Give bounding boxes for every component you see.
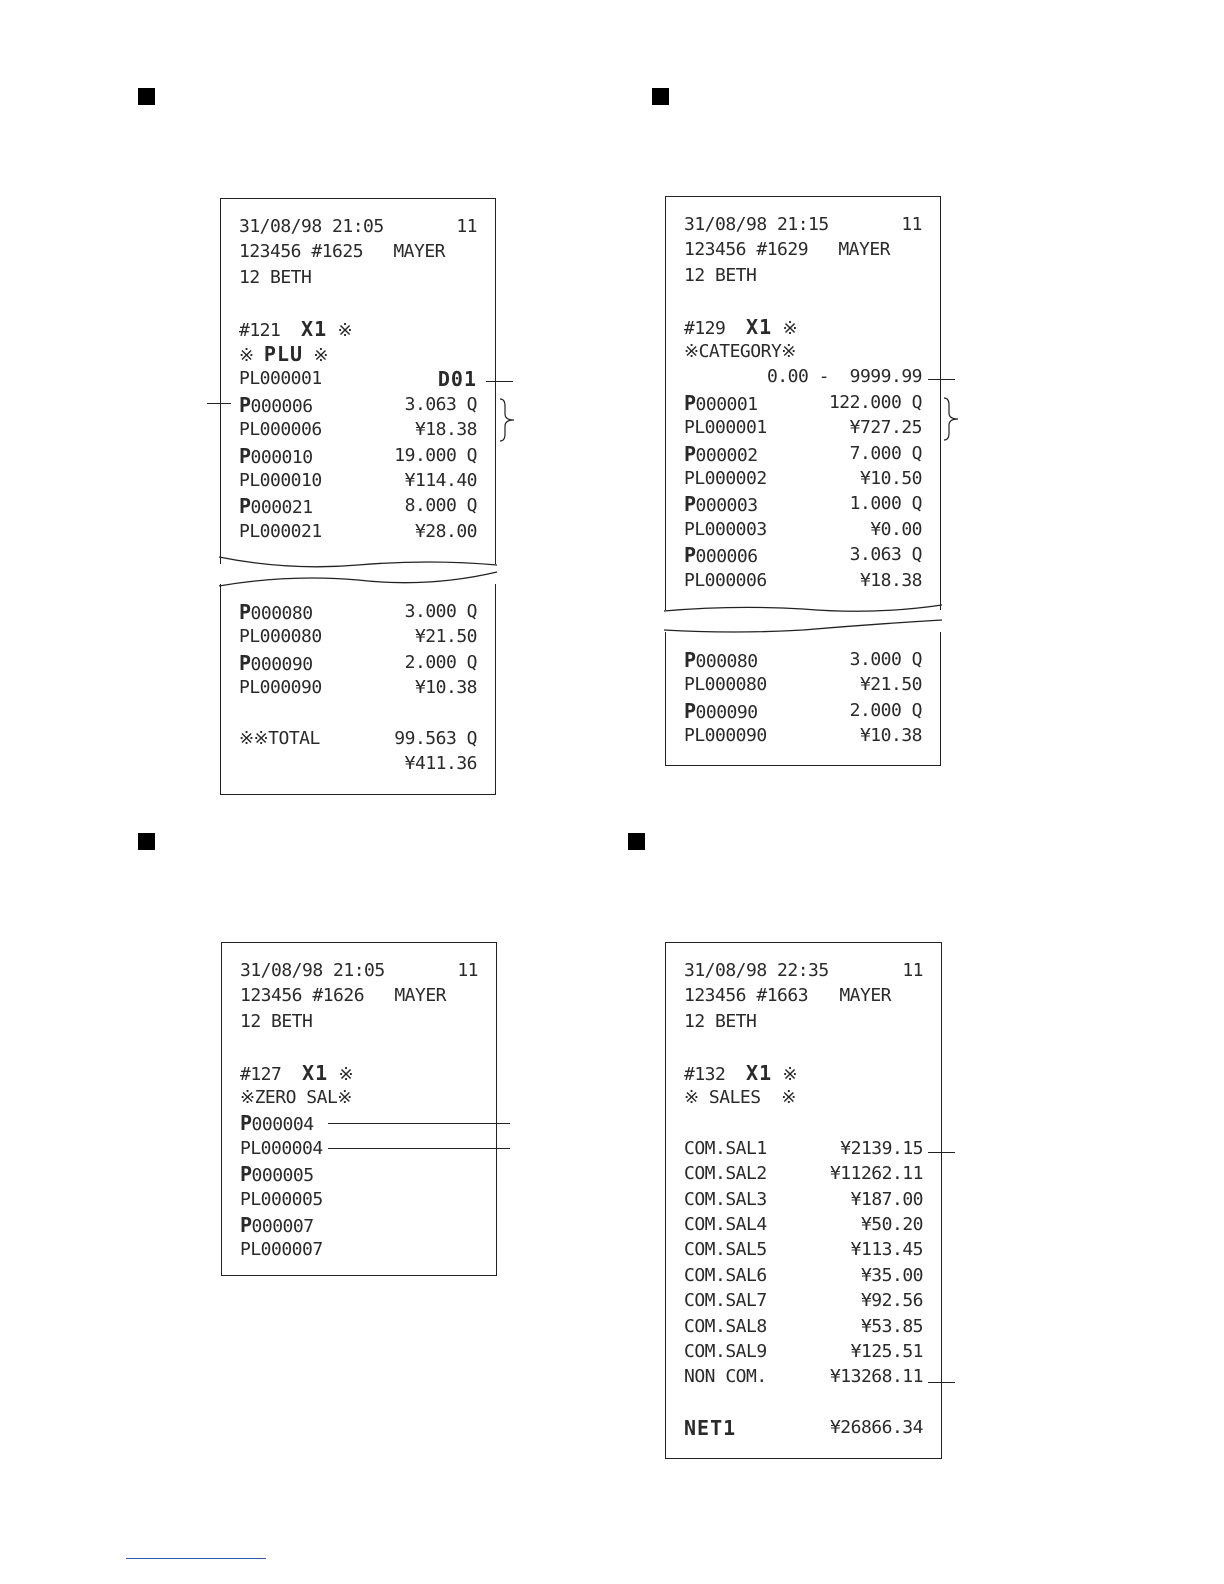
receipt-line-text: NON COM. <box>684 1366 767 1388</box>
receipt-line <box>239 702 477 726</box>
receipt-line <box>684 1111 923 1135</box>
receipt-line-value: 11 <box>457 960 478 981</box>
receipt-line-label <box>684 492 758 518</box>
receipt-line-text: COM.SAL2 <box>684 1163 767 1185</box>
receipt-line-text: 000090 <box>250 653 313 675</box>
receipt-line <box>239 342 477 366</box>
tear-edge <box>664 624 942 642</box>
receipt-line-label <box>239 625 322 649</box>
receipt-line <box>239 317 477 341</box>
receipt-line <box>239 625 477 649</box>
receipt-line <box>239 651 477 675</box>
receipt-line-value: ¥18.38 <box>414 419 477 441</box>
receipt-line-text: PL000001 <box>684 417 767 439</box>
receipt-line-label <box>684 467 767 491</box>
receipt-line-name: MAYER <box>393 241 445 263</box>
annotation-brace <box>498 398 518 442</box>
receipt-line-text: COM.SAL6 <box>684 1264 767 1286</box>
receipt-line-label <box>684 648 758 674</box>
receipt-line <box>684 648 922 672</box>
receipt-line <box>684 315 922 339</box>
receipt-line-value: ¥92.56 <box>860 1290 923 1312</box>
receipt-line-bold: PLU <box>263 342 304 366</box>
prefix-glyph: P <box>684 441 696 466</box>
receipt-line <box>684 391 922 415</box>
prefix-glyph: P <box>240 1111 252 1136</box>
receipt-line-name: MAYER <box>839 985 891 1007</box>
footer-rule <box>126 1558 266 1559</box>
receipt-line-suffix: ※ <box>328 1063 354 1085</box>
receipt-line-value: 99.563 Q <box>394 728 477 749</box>
receipt-line <box>239 752 477 776</box>
receipt-line-label <box>684 1238 767 1262</box>
receipt-line-text: COM.SAL5 <box>684 1239 767 1261</box>
receipt-line <box>684 959 923 983</box>
receipt-line <box>684 1188 923 1212</box>
tear-edge <box>664 601 942 619</box>
receipt-line-label <box>240 1213 314 1239</box>
prefix-glyph: P <box>239 392 251 417</box>
annotation-brace <box>942 397 962 441</box>
receipt-line <box>684 518 922 542</box>
receipt-line-text: 123456 #1629 <box>684 239 809 261</box>
receipt-line-label <box>684 1416 736 1442</box>
receipt-line-value: ¥727.25 <box>849 417 922 439</box>
receipt-line-value: ¥28.00 <box>414 520 477 542</box>
receipt-line-text: COM.SAL1 <box>684 1137 767 1159</box>
receipt-line-value: 11 <box>901 214 922 235</box>
receipt-line <box>239 520 477 544</box>
receipt-line-label <box>684 213 829 237</box>
receipt-line <box>240 1035 478 1059</box>
receipt-line-value: ¥53.85 <box>860 1315 923 1337</box>
receipt-line-value: ¥50.20 <box>860 1214 923 1235</box>
receipt-line-value: ¥2139.15 <box>840 1137 923 1159</box>
receipt-line-value: 11 <box>456 216 477 237</box>
receipt-line-label <box>684 699 758 725</box>
receipt-line-value: 0.00 - 9999.99 <box>766 366 922 388</box>
receipt-line-value: ¥11262.11 <box>829 1163 923 1185</box>
receipt-line-text: 000006 <box>695 546 758 568</box>
receipt-line-label <box>684 1061 797 1087</box>
receipt-line <box>684 724 922 748</box>
receipt-line-label <box>239 651 313 677</box>
prefix-glyph: P <box>240 1162 252 1187</box>
receipt-line-label <box>684 1365 767 1389</box>
receipt-line-value: ¥113.45 <box>850 1239 923 1261</box>
receipt-line-text: PL000006 <box>684 569 767 591</box>
receipt-line <box>684 365 922 389</box>
receipt-line <box>684 1137 923 1161</box>
receipt-line-text: 000004 <box>251 1114 314 1136</box>
annotation-line <box>928 1152 955 1153</box>
receipt-line-text: ※ZERO SAL※ <box>240 1087 352 1108</box>
receipt-line-label <box>239 676 322 700</box>
receipt-line-text: PL000080 <box>239 626 322 648</box>
section-marker-sales <box>628 833 645 850</box>
receipt-line <box>684 492 922 516</box>
receipt-line <box>684 289 922 313</box>
prefix-glyph: P <box>239 443 251 468</box>
receipt-line <box>240 984 478 1008</box>
receipt-line-label <box>239 418 322 442</box>
sales-receipt <box>665 942 942 1459</box>
receipt-line-label <box>684 1188 767 1212</box>
receipt-line <box>239 727 477 751</box>
receipt-line <box>239 494 477 518</box>
prefix-glyph: P <box>240 1213 252 1237</box>
prefix-glyph: P <box>239 600 251 624</box>
receipt-line-label <box>684 1010 756 1034</box>
receipt-line <box>684 213 922 237</box>
receipt-line-text: ※ SALES ※ <box>684 1087 796 1108</box>
receipt-line <box>240 1213 478 1237</box>
annotation-line <box>928 1382 955 1383</box>
receipt-line-value: ¥35.00 <box>860 1264 923 1286</box>
tear-edge <box>219 576 497 594</box>
receipt-line-text: COM.SAL7 <box>684 1290 767 1312</box>
receipt-line-text: 123456 #1663 <box>684 985 809 1007</box>
annotation-line <box>486 381 513 382</box>
prefix-glyph: P <box>239 494 251 519</box>
receipt-line-name: MAYER <box>838 239 890 261</box>
receipt-line <box>684 1213 923 1237</box>
receipt-line <box>239 266 477 290</box>
tear-edge <box>219 555 497 573</box>
receipt-line <box>684 1010 923 1034</box>
receipt-line <box>239 240 477 264</box>
receipt-line-bold: X1 <box>746 314 773 339</box>
receipt-line-label <box>684 724 767 748</box>
receipt-line <box>239 418 477 442</box>
receipt-line-suffix: ※ <box>303 345 328 366</box>
receipt-line-text: 000090 <box>695 701 758 723</box>
receipt-line-text: #132 <box>684 1063 747 1085</box>
receipt-line <box>239 215 477 239</box>
receipt-line-text: 000005 <box>251 1165 314 1187</box>
prefix-glyph: P <box>684 543 696 568</box>
receipt-line-value: ¥10.38 <box>859 725 922 747</box>
receipt-line-value: ¥0.00 <box>870 518 922 540</box>
receipt-line-text: PL000090 <box>684 725 767 747</box>
receipt-line-label <box>239 600 313 626</box>
receipt-line-value: ¥114.40 <box>404 470 477 491</box>
receipt-line-text: 12 BETH <box>684 1010 757 1032</box>
receipt-line-label <box>684 238 808 262</box>
receipt-line-label <box>684 1315 767 1339</box>
receipt-line-label <box>684 1340 767 1364</box>
receipt-line-label <box>684 264 756 288</box>
receipt-line-label <box>684 442 758 468</box>
receipt-line-label <box>240 1086 352 1110</box>
receipt-line-label <box>239 342 328 368</box>
receipt-line <box>684 569 922 593</box>
receipt-line <box>684 1061 923 1085</box>
receipt-line <box>239 393 477 417</box>
section-marker-category <box>652 88 669 105</box>
receipt-line-text: 000002 <box>695 444 758 466</box>
prefix-glyph: P <box>684 698 696 723</box>
receipt-line-label <box>684 1086 796 1110</box>
receipt-line-value: 8.000 Q <box>404 495 477 517</box>
receipt-line <box>684 1162 923 1186</box>
receipt-line-text: PL000004 <box>240 1137 323 1159</box>
receipt-line-value: ¥18.38 <box>859 569 922 591</box>
receipt-line <box>684 1315 923 1339</box>
receipt-line-value: ¥10.38 <box>414 677 477 699</box>
receipt-line <box>240 1061 478 1085</box>
receipt-line-label <box>240 1010 312 1034</box>
receipt-line-label <box>239 494 313 520</box>
receipt-line-text: PL000001 <box>239 368 322 390</box>
receipt-line-value: ¥411.36 <box>404 753 477 775</box>
receipt-line-text: 31/08/98 22:35 <box>684 960 829 981</box>
receipt-line-bold-label: NET1 <box>684 1416 737 1441</box>
receipt-line-value: ¥10.50 <box>859 468 922 489</box>
receipt-line-label <box>239 317 352 343</box>
receipt-line-label <box>240 1061 353 1087</box>
receipt-line-value: 3.000 Q <box>849 649 922 670</box>
receipt-line-text: ※※TOTAL <box>239 728 320 749</box>
receipt-line <box>684 984 923 1008</box>
receipt-line-label <box>684 959 829 983</box>
receipt-line-value: 7.000 Q <box>849 442 922 464</box>
receipt-line <box>684 467 922 491</box>
receipt-line-text: PL000010 <box>239 470 322 491</box>
receipt-line-label <box>684 543 758 569</box>
prefix-glyph: P <box>684 492 696 517</box>
receipt-line-text: COM.SAL4 <box>684 1214 767 1235</box>
receipt-line-suffix: ※ <box>327 319 353 341</box>
receipt-line-label <box>240 1238 323 1262</box>
receipt-line-text: 000080 <box>250 603 313 624</box>
receipt-line-label <box>684 1289 767 1313</box>
receipt-line-label <box>240 1137 323 1161</box>
receipt-line-text: 000003 <box>695 495 758 517</box>
receipt-line-text: 000006 <box>250 395 313 417</box>
receipt-line-bold: X1 <box>746 1060 773 1085</box>
receipt-line-bold: X1 <box>301 316 328 341</box>
receipt-line <box>240 1188 478 1212</box>
receipt-line-label <box>240 984 364 1008</box>
receipt-line-text: PL000003 <box>684 518 767 540</box>
receipt-line-text: 123456 #1626 <box>240 985 365 1007</box>
receipt-line-value: 2.000 Q <box>849 699 922 721</box>
receipt-line-text: 31/08/98 21:15 <box>684 214 829 235</box>
receipt-line-label <box>684 1162 767 1186</box>
prefix-glyph: P <box>684 648 696 672</box>
receipt-line <box>684 543 922 567</box>
receipt-line-label <box>239 393 313 419</box>
receipt-line-label <box>684 416 767 440</box>
prefix-glyph: P <box>239 650 251 675</box>
annotation-line <box>928 379 955 380</box>
receipt-line-label <box>684 673 767 697</box>
category-receipt-top <box>665 196 941 610</box>
receipt-line <box>684 1340 923 1364</box>
receipt-line-label <box>240 959 385 983</box>
receipt-line <box>684 1289 923 1313</box>
receipt-line <box>684 1035 923 1059</box>
receipt-line-label <box>684 1264 767 1288</box>
receipt-line-label <box>239 469 322 493</box>
category-receipt-bottom <box>665 632 941 766</box>
receipt-line-label <box>240 1111 314 1137</box>
receipt-line-bold: X1 <box>302 1060 329 1085</box>
receipt-line-suffix: ※ <box>772 1063 798 1085</box>
receipt-line <box>684 1416 923 1440</box>
receipt-line-value: 3.063 Q <box>404 393 477 415</box>
receipt-line-text: #127 <box>240 1063 303 1085</box>
receipt-line <box>240 1162 478 1186</box>
receipt-line <box>684 699 922 723</box>
receipt-line-text: 12 BETH <box>239 266 312 288</box>
receipt-line-text: #121 <box>239 319 302 341</box>
receipt-line <box>684 673 922 697</box>
receipt-line-text: PL000021 <box>239 520 322 542</box>
receipt-line-value: 2.000 Q <box>404 651 477 673</box>
receipt-line <box>239 600 477 624</box>
receipt-line-text: PL000002 <box>684 468 767 489</box>
receipt-line-value: ¥187.00 <box>850 1188 923 1210</box>
receipt-line <box>239 469 477 493</box>
receipt-line <box>684 416 922 440</box>
receipt-line-label <box>684 1137 767 1161</box>
receipt-line <box>240 1010 478 1034</box>
receipt-line-bold-value: D01 <box>437 367 477 392</box>
receipt-line-value: 3.063 Q <box>849 544 922 566</box>
receipt-line-value: ¥13268.11 <box>829 1366 923 1388</box>
receipt-line <box>240 1238 478 1262</box>
receipt-line-text: COM.SAL8 <box>684 1315 767 1337</box>
receipt-line <box>240 959 478 983</box>
section-marker-zero-sales <box>138 833 155 850</box>
receipt-line-label <box>239 727 320 751</box>
plu-receipt-top <box>220 198 496 564</box>
receipt-line-label <box>239 367 322 391</box>
receipt-line-text: PL000007 <box>240 1239 323 1261</box>
receipt-line-label <box>239 444 313 470</box>
receipt-line-value: ¥125.51 <box>850 1341 923 1362</box>
receipt-line-suffix: ※ <box>772 317 798 339</box>
receipt-line-text: 31/08/98 21:05 <box>239 216 384 237</box>
receipt-line-value: 11 <box>902 960 923 981</box>
receipt-line-text: 12 BETH <box>684 264 757 286</box>
receipt-line-label <box>239 215 384 239</box>
receipt-line-text: 000007 <box>251 1216 314 1237</box>
receipt-line-text: 000010 <box>250 446 313 468</box>
receipt-line-text: COM.SAL3 <box>684 1188 767 1210</box>
receipt-line-text: PL000090 <box>239 677 322 699</box>
receipt-line-label <box>684 569 767 593</box>
receipt-line-name: MAYER <box>394 985 446 1007</box>
section-marker-plu <box>138 88 155 105</box>
receipt-line <box>239 444 477 468</box>
receipt-line-text: ※CATEGORY※ <box>684 341 796 362</box>
zero-sales-receipt <box>221 942 497 1276</box>
receipt-line-label <box>684 340 796 364</box>
annotation-line <box>207 403 231 404</box>
receipt-line <box>684 1365 923 1389</box>
receipt-line-text: 123456 #1625 <box>239 241 364 263</box>
receipt-line-label <box>684 518 767 542</box>
receipt-line <box>239 676 477 700</box>
receipt-line-text: PL000006 <box>239 419 322 441</box>
receipt-line <box>684 340 922 364</box>
receipt-line-label <box>684 1213 767 1237</box>
receipt-line <box>684 1238 923 1262</box>
receipt-line-label <box>240 1162 314 1188</box>
receipt-line-label <box>239 520 322 544</box>
prefix-glyph: P <box>684 390 696 415</box>
annotation-line <box>328 1123 510 1124</box>
receipt-line <box>684 442 922 466</box>
receipt-line-value: 3.000 Q <box>404 601 477 622</box>
receipt-line <box>239 367 477 391</box>
plu-receipt-bottom <box>220 584 496 795</box>
receipt-line <box>239 291 477 315</box>
receipt-line-value: 19.000 Q <box>394 444 477 466</box>
receipt-line-value: ¥21.50 <box>414 626 477 648</box>
receipt-line-label <box>240 1188 323 1212</box>
receipt-line <box>684 264 922 288</box>
receipt-line <box>684 1264 923 1288</box>
annotation-line <box>328 1148 510 1149</box>
receipt-line-text: PL000005 <box>240 1188 323 1210</box>
receipt-line <box>684 238 922 262</box>
receipt-line-text: 31/08/98 21:05 <box>240 960 385 981</box>
receipt-line-label <box>239 240 363 264</box>
receipt-line-value: ¥26866.34 <box>829 1417 923 1439</box>
receipt-line-value: 1.000 Q <box>849 493 922 515</box>
receipt-line-text: 12 BETH <box>240 1010 313 1032</box>
receipt-line-label <box>684 315 797 341</box>
receipt-line-text: ※ <box>239 345 264 366</box>
receipt-line-text: 000080 <box>695 651 758 672</box>
receipt-line-text: #129 <box>684 317 747 339</box>
receipt-line <box>240 1086 478 1110</box>
receipt-line-text: PL000080 <box>684 674 767 696</box>
receipt-line-label <box>684 984 808 1008</box>
receipt-line <box>684 1391 923 1415</box>
receipt-line <box>684 1086 923 1110</box>
receipt-line-label <box>239 266 311 290</box>
receipt-line-value: 122.000 Q <box>828 391 922 413</box>
receipt-line-value: ¥21.50 <box>859 674 922 696</box>
receipt-line-label <box>684 391 758 417</box>
receipt-line-text: 000021 <box>250 497 313 519</box>
receipt-line-text: COM.SAL9 <box>684 1341 767 1362</box>
receipt-line-text: 000001 <box>695 393 758 415</box>
